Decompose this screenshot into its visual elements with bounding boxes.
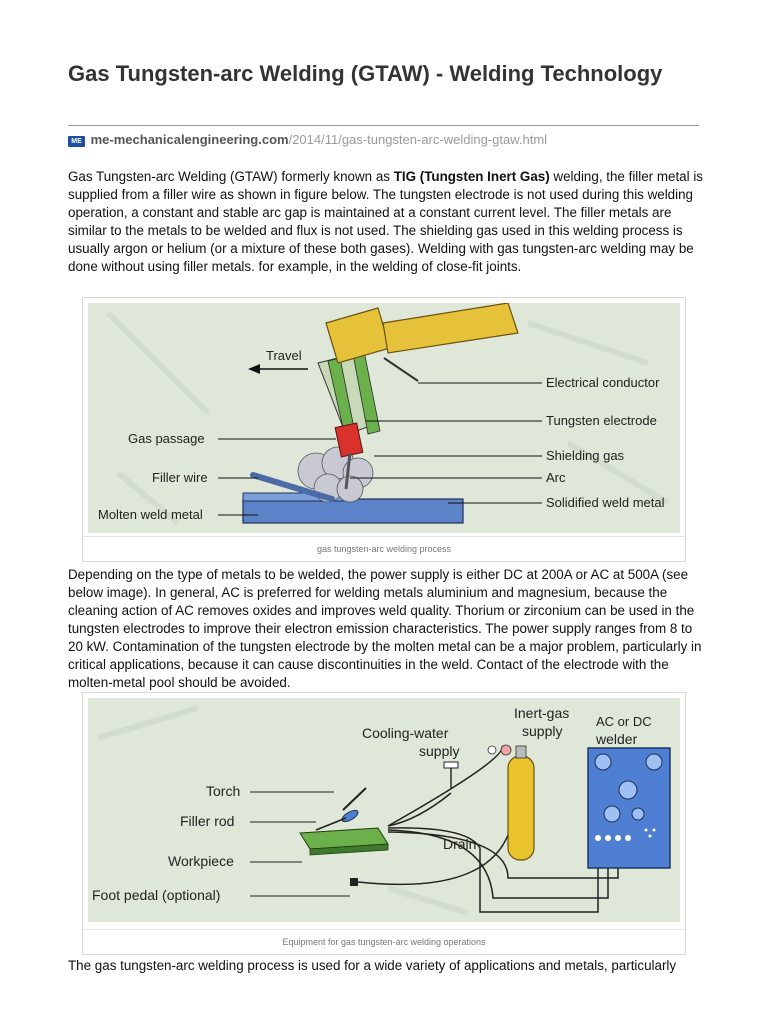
label-shielding-gas: Shielding gas: [546, 448, 625, 463]
paragraph-intro-text-2: welding, the filler metal is supplied from a filler wire as shown in figure below. The tungsten electrode is not used during this welding operation, a constant and stable arc gap is maintained at a constant current level. The filler metals are similar to the metals to be welded and flux is not used. The shielding gas used in this welding process is usually argon or helium (or a mixture of these both gases). Welding with gas tungsten-arc welding may be done without using filler metals. for example, in the welding of close-fit joints.: [68, 169, 703, 274]
cooling-water-valve-icon: [444, 762, 458, 768]
label-travel: Travel: [266, 348, 302, 363]
paragraph-intro: [68, 168, 708, 276]
label-solidified-weld-metal: Solidified weld metal: [546, 495, 665, 510]
figure-gtaw-process: [82, 297, 686, 562]
figure1-caption: gas tungsten-arc welding process: [83, 536, 685, 554]
label-molten-weld-metal: Molten weld metal: [98, 507, 203, 522]
source-domain-link[interactable]: me-mechanicalengineering.com: [90, 132, 289, 147]
page-title: Gas Tungsten-arc Welding (GTAW) - Welding Technology: [68, 61, 663, 86]
figure2-caption: Equipment for gas tungsten-arc welding operations: [83, 929, 685, 947]
label-foot-pedal: Foot pedal (optional): [92, 887, 221, 903]
label-welder: welder: [596, 731, 638, 747]
source-path-link[interactable]: /2014/11/gas-tungsten-arc-welding-gtaw.html: [288, 132, 548, 147]
label-torch: Torch: [206, 783, 241, 799]
label-filler-wire: Filler wire: [152, 470, 208, 485]
label-electrical-conductor: Electrical conductor: [546, 375, 660, 390]
label-cooling-water: Cooling-water: [362, 725, 449, 741]
label-inert-gas-supply: supply: [522, 723, 563, 739]
paragraph-applications: The gas tungsten-arc welding process is used for a wide variety of applications and metals, particularly: [68, 958, 677, 973]
foot-pedal-icon: [350, 878, 358, 886]
label-filler-rod: Filler rod: [180, 813, 235, 829]
paragraph-intro-text-1: Gas Tungsten-arc Welding (GTAW) formerly known as: [68, 169, 394, 184]
label-inert-gas: Inert-gas: [514, 705, 570, 721]
label-gas-passage: Gas passage: [128, 431, 205, 446]
figure-gtaw-equipment: [82, 692, 686, 955]
label-tungsten-electrode: Tungsten electrode: [546, 413, 657, 428]
source-line: [68, 131, 547, 149]
gas-regulator-icon: [501, 745, 511, 755]
title-divider: [68, 125, 699, 126]
paragraph-power-supply: Depending on the type of metals to be welded, the power supply is either DC at 200A or AC at 500A (see below image). In general, AC is preferred for welding metals aluminium and magnesium, because the cleaning action of AC removes oxides and improves weld quality. Thorium or zirconium can be used in the tungsten electrodes to improve their electron emission characteristics. The power supply ranges from 8 to 20 kW. Contamination of the tungsten electrode by the molten metal can be a major problem, particularly in critical applications, because it can cause discontinuities in the weld. Contact of the electrode with the molten-metal pool should be avoided.: [68, 567, 702, 690]
label-ac-dc: AC or DC: [596, 714, 652, 729]
site-logo-icon: ME: [68, 136, 85, 147]
label-drain: Drain: [443, 836, 477, 852]
label-arc: Arc: [546, 470, 566, 485]
label-workpiece: Workpiece: [168, 853, 234, 869]
solidified-weld-plate: [243, 499, 463, 523]
inert-gas-cylinder: [508, 756, 534, 860]
gtaw-equipment-diagram: [88, 698, 680, 922]
tig-bold-term: TIG (Tungsten Inert Gas): [393, 169, 550, 184]
gtaw-process-diagram: [88, 303, 680, 533]
label-cooling-water-supply: supply: [419, 743, 460, 759]
